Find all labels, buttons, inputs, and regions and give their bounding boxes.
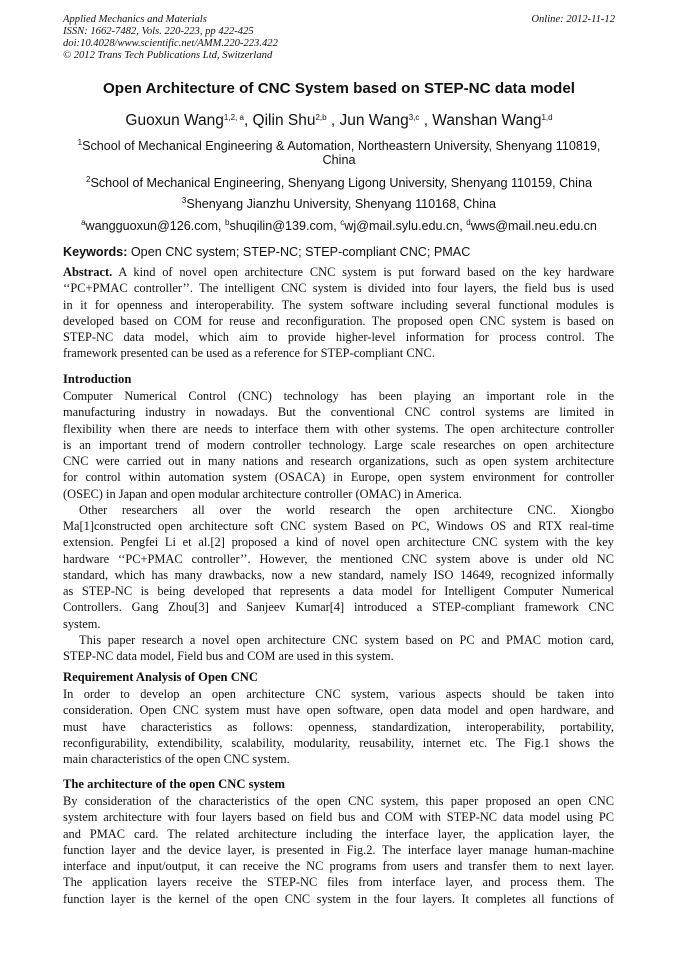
- line-text: STEP-NC data model, Field bus and COM are used in this system.: [63, 649, 394, 663]
- text-line: [63, 437, 614, 453]
- line-text: Other researchers all over the world research the open architecture CNC. Xiongbo: [79, 502, 614, 517]
- author: , Wanshan Wang: [419, 112, 542, 129]
- keywords: [63, 245, 470, 259]
- email-sup: a: [81, 218, 86, 227]
- email: shuqilin@139.com,: [229, 219, 341, 233]
- line-text: Computer Numerical Control (CNC) technology has been playing an important role in the: [63, 389, 614, 403]
- line-text: function layer is the kernel of the open CNC system in the four layers. It completes all functions of: [63, 891, 614, 906]
- text-line: [63, 551, 614, 567]
- line-text: system architecture with four layers based on field bus and COM with STEP-NC data model using PC: [63, 810, 614, 825]
- doi-line: doi:10.4028/www.scientific.net/AMM.220-223.422: [63, 38, 278, 49]
- line-text: for control within automation system (OSACA) in Europe, open system environment for controller: [63, 470, 614, 485]
- line-text: Ma[1]constructed open architecture soft CNC system Based on PC, Windows OS and RTX real-time: [63, 519, 614, 533]
- text-line: [63, 793, 614, 809]
- author-sup: 2,b: [315, 113, 327, 122]
- line-text: function layer and the device layer, is presented in Fig.2. The interface layer manage human-machine: [63, 842, 614, 857]
- abstract-section: [63, 264, 614, 362]
- text-line: [63, 648, 614, 664]
- email: wj@mail.sylu.edu.cn,: [344, 219, 467, 233]
- text-line: [63, 534, 614, 550]
- line-text: must have characteristics as follows: openness, standardization, interoperability, portability,: [63, 719, 614, 734]
- line-text: This paper research a novel open architecture CNC system based on PC and PMAC motion card,: [79, 632, 614, 647]
- text-line: [63, 632, 614, 648]
- line-text: developed based on COM for reuse and reconfiguration. The proposed open CNC system is based on: [63, 313, 614, 328]
- aff-sup: 2: [86, 175, 91, 184]
- text-line: [63, 858, 614, 874]
- aff-sup: 1: [77, 138, 83, 147]
- aff-text: Shenyang Jianzhu University, Shenyang 110168, China: [186, 197, 497, 211]
- text-line: [63, 313, 614, 329]
- text-line: [63, 469, 614, 485]
- issn-line: ISSN: 1662-7482, Vols. 220-223, pp 422-425: [63, 26, 254, 37]
- text-line: [63, 616, 614, 632]
- journal-name: Applied Mechanics and Materials: [63, 14, 207, 25]
- line-text: is an important trend of modern controller technology. Large scale researches on open architecture: [63, 437, 614, 452]
- text-line: [63, 264, 614, 280]
- text-line: [63, 280, 614, 296]
- line-text: and PMAC card. The related architecture including the interface layer, the application layer, the: [63, 826, 614, 841]
- text-line: [63, 719, 614, 735]
- line-text: main characteristics of the open CNC system.: [63, 752, 290, 766]
- text-line: [63, 751, 614, 767]
- section-heading: The architecture of the open CNC system: [63, 777, 285, 791]
- line-text: Controllers. Gang Zhou[3] and Sanjeev Kumar[4] introduced a STEP-compliant framework CNC: [63, 600, 614, 615]
- introduction-section: [63, 371, 614, 664]
- text-line: [63, 345, 614, 361]
- text-line: [63, 388, 614, 404]
- line-text: CNC were carried out in many nations and research organizations, such as open system architecture: [63, 454, 614, 468]
- keywords-text: Open CNC system; STEP-NC; STEP-compliant CNC; PMAC: [127, 245, 471, 259]
- author-list: [40, 112, 638, 130]
- copyright-line: © 2012 Trans Tech Publications Ltd, Switzerland: [63, 50, 273, 61]
- text-line: [63, 518, 614, 534]
- abstract-label: Abstract.: [63, 265, 113, 279]
- text-line: [63, 421, 614, 437]
- author-sup: 1,2, a: [223, 113, 244, 122]
- email: wws@mail.neu.edu.cn: [470, 219, 597, 233]
- text-line: [63, 486, 614, 502]
- aff-text: China: [322, 153, 356, 167]
- line-text: framework presented can be used as a reference for STEP-compliant CNC.: [63, 346, 435, 361]
- section-heading: Introduction: [63, 372, 132, 386]
- keywords-label: Keywords:: [63, 245, 128, 259]
- text-line: [63, 599, 614, 615]
- line-text: manufacturing industry in nowadays. But the conventional CNC control systems are limited in: [63, 405, 614, 420]
- line-text: A kind of novel open architecture CNC system is put forward based on the key hardware: [118, 265, 614, 279]
- text-line: [63, 809, 614, 825]
- email-list: [40, 219, 638, 233]
- line-text: as STEP-NC is being developed that represents a data model for Intelligent Computer Numerical: [63, 584, 614, 598]
- email-sup: c: [340, 218, 345, 227]
- author-sup: 1,d: [541, 113, 553, 122]
- text-line: [63, 583, 614, 599]
- email-sup: d: [466, 218, 471, 227]
- text-line: [63, 686, 614, 702]
- text-line: [63, 404, 614, 420]
- aff-text: School of Mechanical Engineering & Automation, Northeastern University, Shenyang 110819,: [82, 139, 601, 153]
- line-text: (OSEC) in Japan and open modular architecture controller (OMAC) in America.: [63, 486, 462, 501]
- text-line: [63, 826, 614, 842]
- line-text: flexibility when there are needs to interface them with other systems. The open architecture controller: [63, 421, 614, 436]
- line-text: In order to develop an open architecture CNC system, various aspects should be taken into: [63, 687, 614, 701]
- line-text: hardware ‘‘PC+PMAC controller’’. However, the mentioned CNC system above is under old NC: [63, 551, 614, 566]
- text-line: [63, 842, 614, 858]
- author: Guoxun Wang: [125, 112, 224, 129]
- email-sup: b: [225, 218, 230, 227]
- affiliation-1: [40, 139, 638, 167]
- text-line: [63, 297, 614, 313]
- online-date: Online: 2012-11-12: [531, 14, 615, 25]
- affiliation-3: [40, 197, 638, 211]
- paper-title: Open Architecture of CNC System based on STEP-NC data model: [102, 80, 576, 97]
- line-text: reconfigurability, extendibility, scalability, modularity, reusability, internet etc. The Fig.1 shows the: [63, 735, 614, 750]
- text-line: [63, 567, 614, 583]
- line-text: standard, which has many drawbacks, now a new standard, namely ISO 14649, recognized informally: [63, 567, 614, 582]
- author: , Qilin Shu: [243, 112, 316, 129]
- text-line: [63, 702, 614, 718]
- text-line: [63, 735, 614, 751]
- text-line: [63, 329, 614, 345]
- author-sup: 3,c: [408, 113, 420, 122]
- line-text: system.: [63, 616, 101, 631]
- text-line: [63, 891, 614, 907]
- line-text: consideration. Open CNC system must have open software, open data model and open hardware, and: [63, 703, 614, 718]
- author: , Jun Wang: [326, 112, 409, 129]
- aff-text: School of Mechanical Engineering, Shenyang Ligong University, Shenyang 110159, China: [90, 176, 592, 190]
- line-text: interface and input/output, it can receive the NC programs from users and transfer them to next layer.: [63, 859, 614, 873]
- line-text: in it for openness and interoperability. The system software including several functional modules is: [63, 297, 614, 312]
- architecture-section: [63, 776, 614, 907]
- text-line: [63, 453, 614, 469]
- line-text: extension. Pengfei Li et al.[2] proposed a kind of novel open architecture CNC system with the key: [63, 535, 614, 550]
- aff-sup: 3: [181, 196, 187, 205]
- text-line: [63, 502, 614, 518]
- requirement-analysis-section: [63, 669, 614, 767]
- line-text: The application layers receive the STEP-NC files from interface layer, and process them. The: [63, 875, 614, 890]
- line-text: ‘‘PC+PMAC controller’’. The intelligent CNC system is divided into four layers, the field bus is used: [63, 281, 614, 296]
- text-line: [63, 874, 614, 890]
- line-text: STEP-NC data model, which aim to provide higher-level information for process control. The: [63, 330, 614, 344]
- email: wangguoxun@126.com,: [85, 219, 226, 233]
- section-heading: Requirement Analysis of Open CNC: [63, 670, 258, 684]
- affiliation-2: [40, 176, 638, 190]
- line-text: By consideration of the characteristics of the open CNC system, this paper proposed an open CNC: [63, 794, 614, 808]
